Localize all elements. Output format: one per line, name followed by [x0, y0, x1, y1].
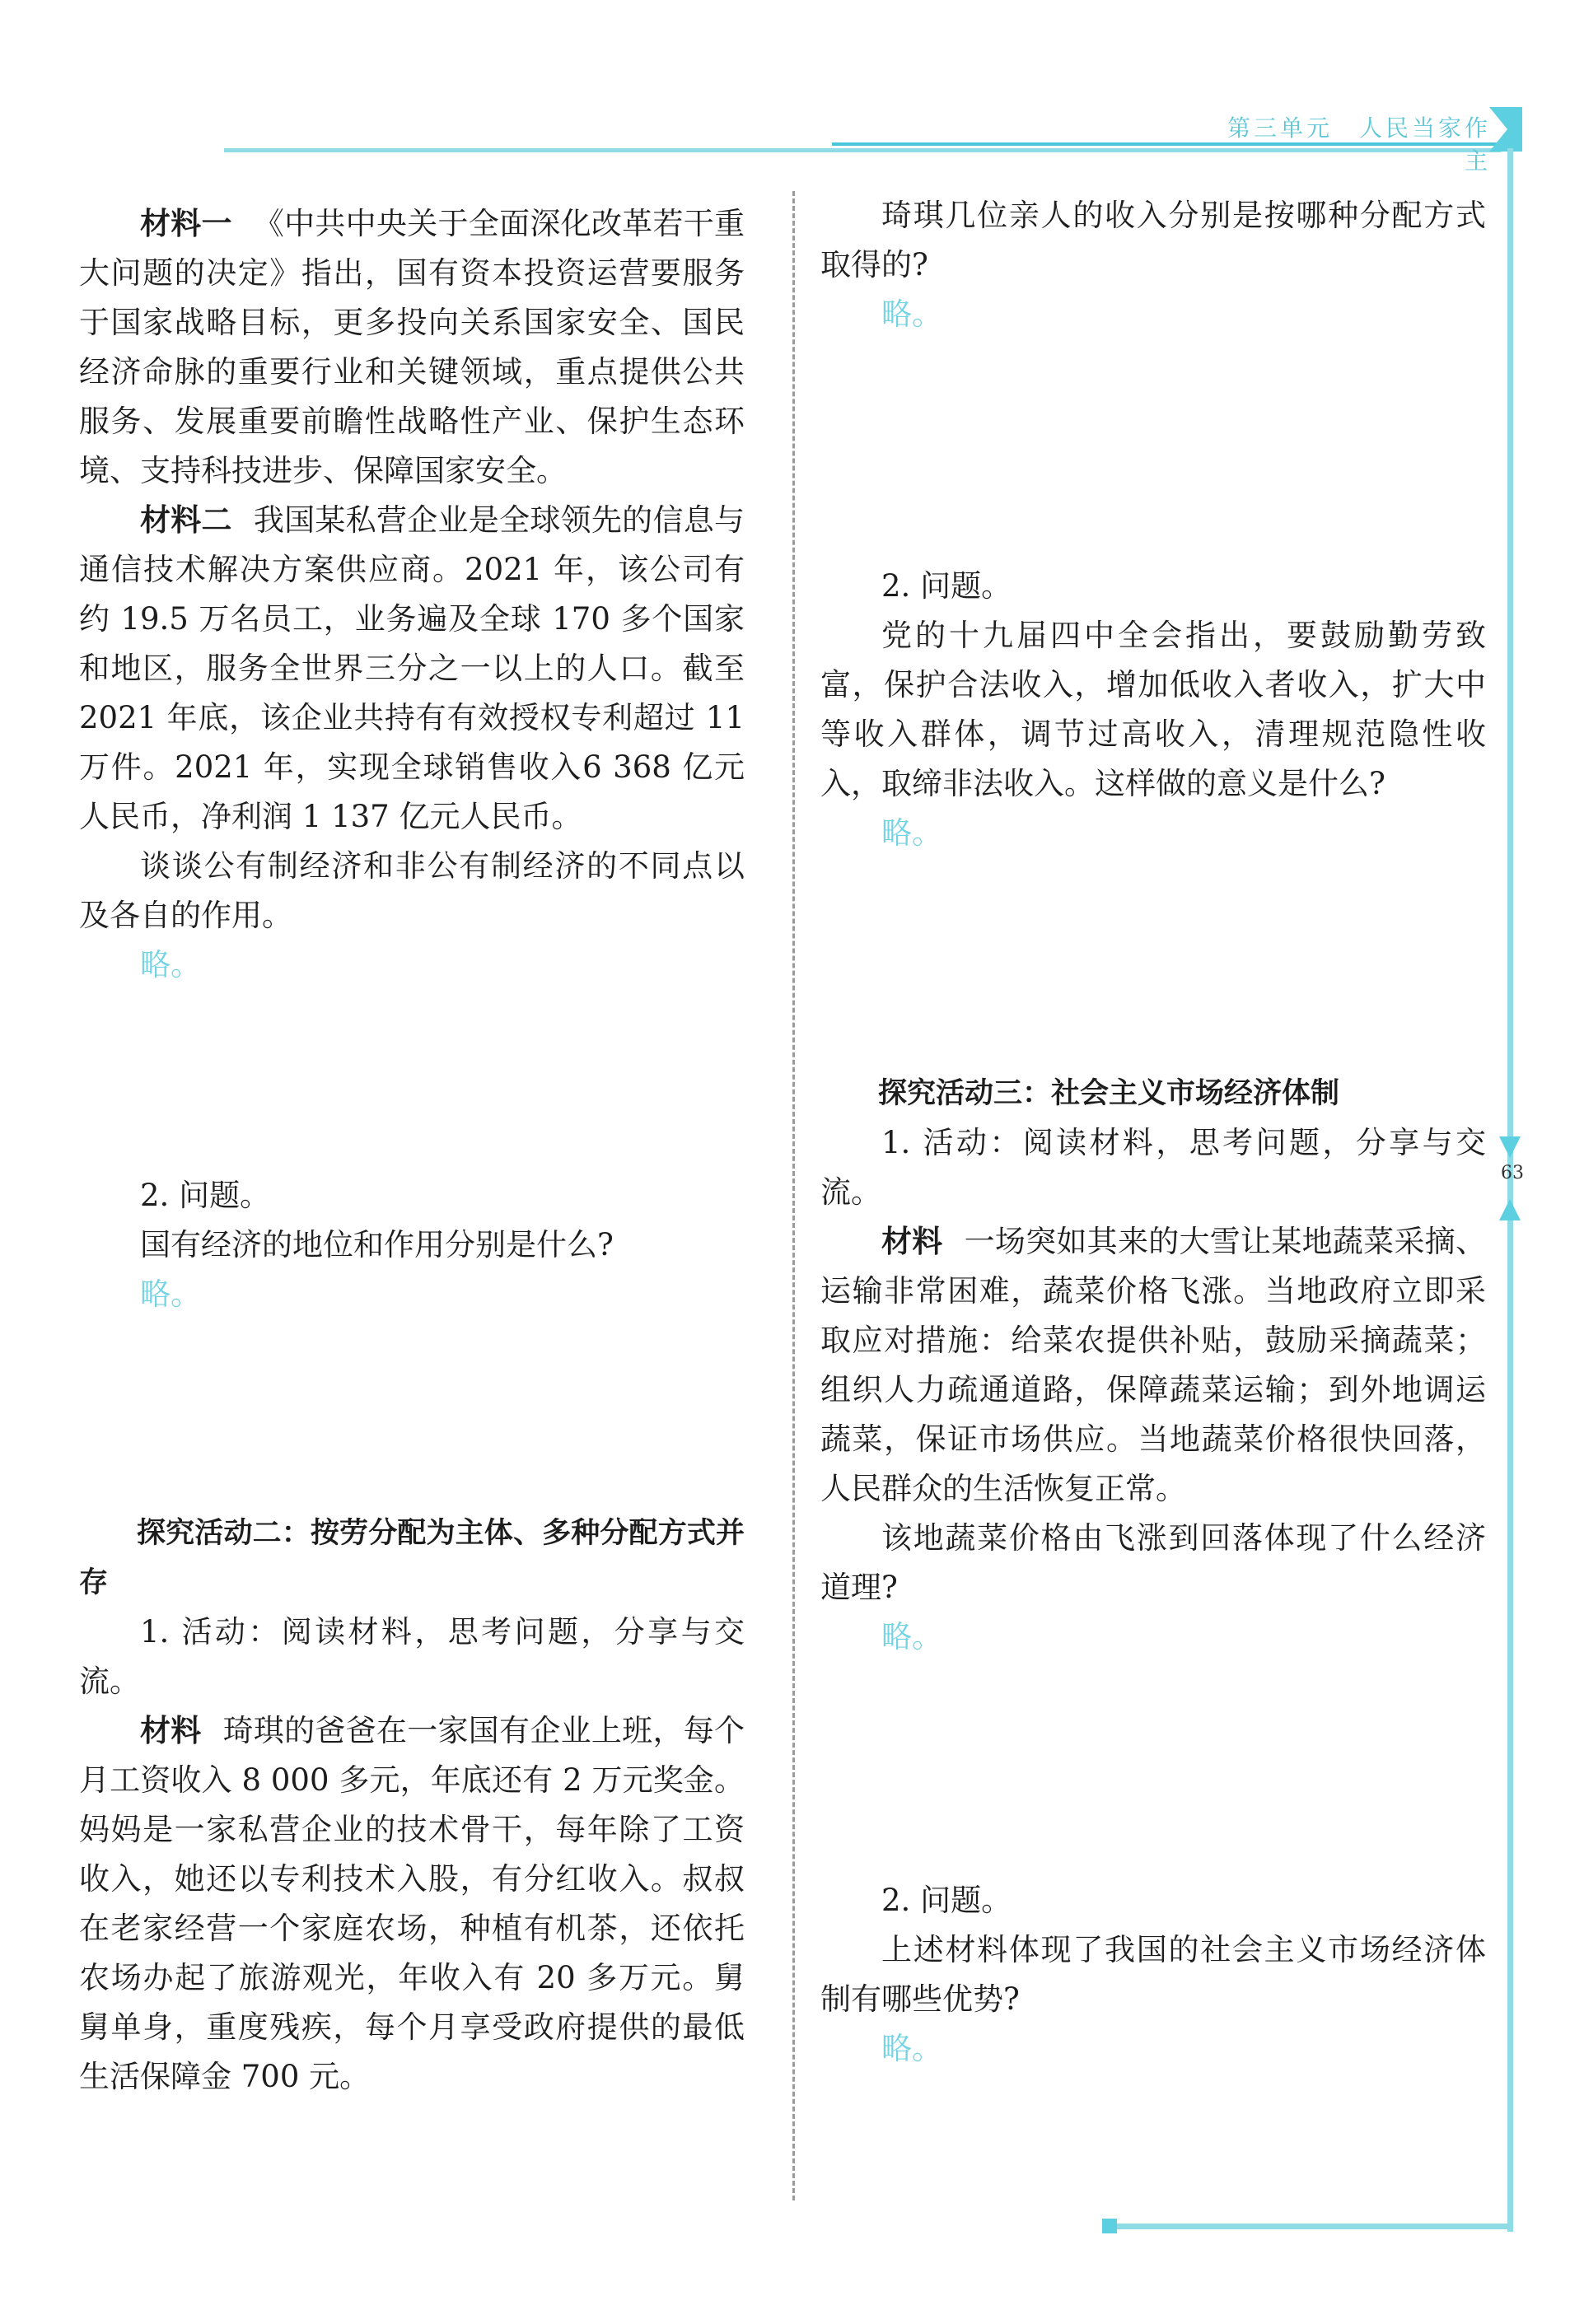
- answer-text: 略。: [881, 1619, 942, 1654]
- question-label: 2. 问题。: [140, 1178, 271, 1213]
- material-4-label: 材料: [881, 1224, 943, 1259]
- material-2: 材料二 我国某私营企业是全球领先的信息与通信技术解决方案供应商。2021 年，该公司有约 19.5 万名员工，业务遍及全球 170 多个国家和地区，服务全世界三分之一以上的人口。截至 2021 年底，该企业共持有有效授权专利超过 11 万件。2021 年，实现全球销售收入6 368 亿元人民币，净利润 1 137 亿元人民币。: [79, 502, 745, 834]
- answer-text: 略。: [140, 947, 201, 982]
- answer-text: 略。: [881, 815, 942, 851]
- page-border-right: [1507, 148, 1513, 2232]
- activity-2-heading: 探究活动二：按劳分配为主体、多种分配方式并存: [79, 1517, 745, 1599]
- question-text: 国有经济的地位和作用分别是什么?: [140, 1227, 614, 1262]
- material-4: 材料 一场突如其来的大雪让某地蔬菜采摘、运输非常困难，蔬菜价格飞涨。当地政府立即采取应对措施：给菜农提供补贴，鼓励采摘蔬菜；组织人力疏通道路，保障蔬菜运输；到外地调运蔬菜，保证市场供应。当地蔬菜价格很快回落，人民群众的生活恢复正常。: [820, 1224, 1487, 1506]
- question-text: 谈谈公有制经济和非公有制经济的不同点以及各自的作用。: [79, 848, 745, 933]
- material-3: 材料 琦琪的爸爸在一家国有企业上班，每个月工资收入 8 000 多元，年底还有 2 万元奖金。妈妈是一家私营企业的技术骨干，每年除了工资收入，她还以专利技术入股，有分红收入。叔叔在老家经营一个家庭农场，种植有机茶，还依托农场办起了旅游观光，年收入有 20 多万元。舅舅单身，重度残疾，每个月享受政府提供的最低生活保障金 700 元。: [79, 1713, 745, 2094]
- page-number-marker-top: [1499, 1136, 1521, 1158]
- activity-step: 1. 活动：阅读材料，思考问题，分享与交流。: [79, 1614, 745, 1699]
- page-number-marker-bottom: [1499, 1199, 1521, 1220]
- material-1-label: 材料一: [140, 206, 232, 241]
- material-3-label: 材料: [140, 1713, 202, 1748]
- running-header: 第三单元 人民当家作主: [1227, 114, 1491, 175]
- page-number: 63: [1501, 1163, 1524, 1183]
- question-text: 该地蔬菜价格由飞涨到回落体现了什么经济道理?: [820, 1520, 1486, 1605]
- activity-step: 1. 活动：阅读材料，思考问题，分享与交流。: [820, 1125, 1486, 1210]
- left-column: [79, 199, 745, 2102]
- question-label: 2. 问题。: [881, 568, 1012, 604]
- material-1: 材料一 《中共中央关于全面深化改革若干重大问题的决定》指出，国有资本投资运营要服务于国家战略目标，更多投向关系国家安全、国民经济命脉的重要行业和关键领域，重点提供公共服务、发展重要前瞻性战略性产业、保护生态环境、支持科技进步、保障国家安全。: [79, 206, 745, 488]
- question-text: 琦琪几位亲人的收入分别是按哪种分配方式取得的?: [820, 198, 1486, 282]
- column-divider: [792, 191, 795, 2200]
- question-label: 2. 问题。: [881, 1883, 1012, 1918]
- answer-text: 略。: [881, 296, 942, 332]
- material-2-label: 材料二: [140, 502, 232, 538]
- question-text: 上述材料体现了我国的社会主义市场经济体制有哪些优势?: [820, 1932, 1486, 2017]
- activity-3-heading: 探究活动三：社会主义市场经济体制: [878, 1077, 1340, 1110]
- answer-text: 略。: [881, 2031, 942, 2066]
- right-column: [820, 191, 1486, 2074]
- question-text: 党的十九届四中全会指出，要鼓励勤劳致富，保护合法收入，增加低收入者收入，扩大中等收入群体，调节过高收入，清理规范隐性收入，取缔非法收入。这样做的意义是什么?: [820, 618, 1486, 801]
- corner-square: [1102, 2219, 1117, 2233]
- answer-text: 略。: [140, 1276, 201, 1312]
- page-border-bottom: [1114, 2224, 1513, 2229]
